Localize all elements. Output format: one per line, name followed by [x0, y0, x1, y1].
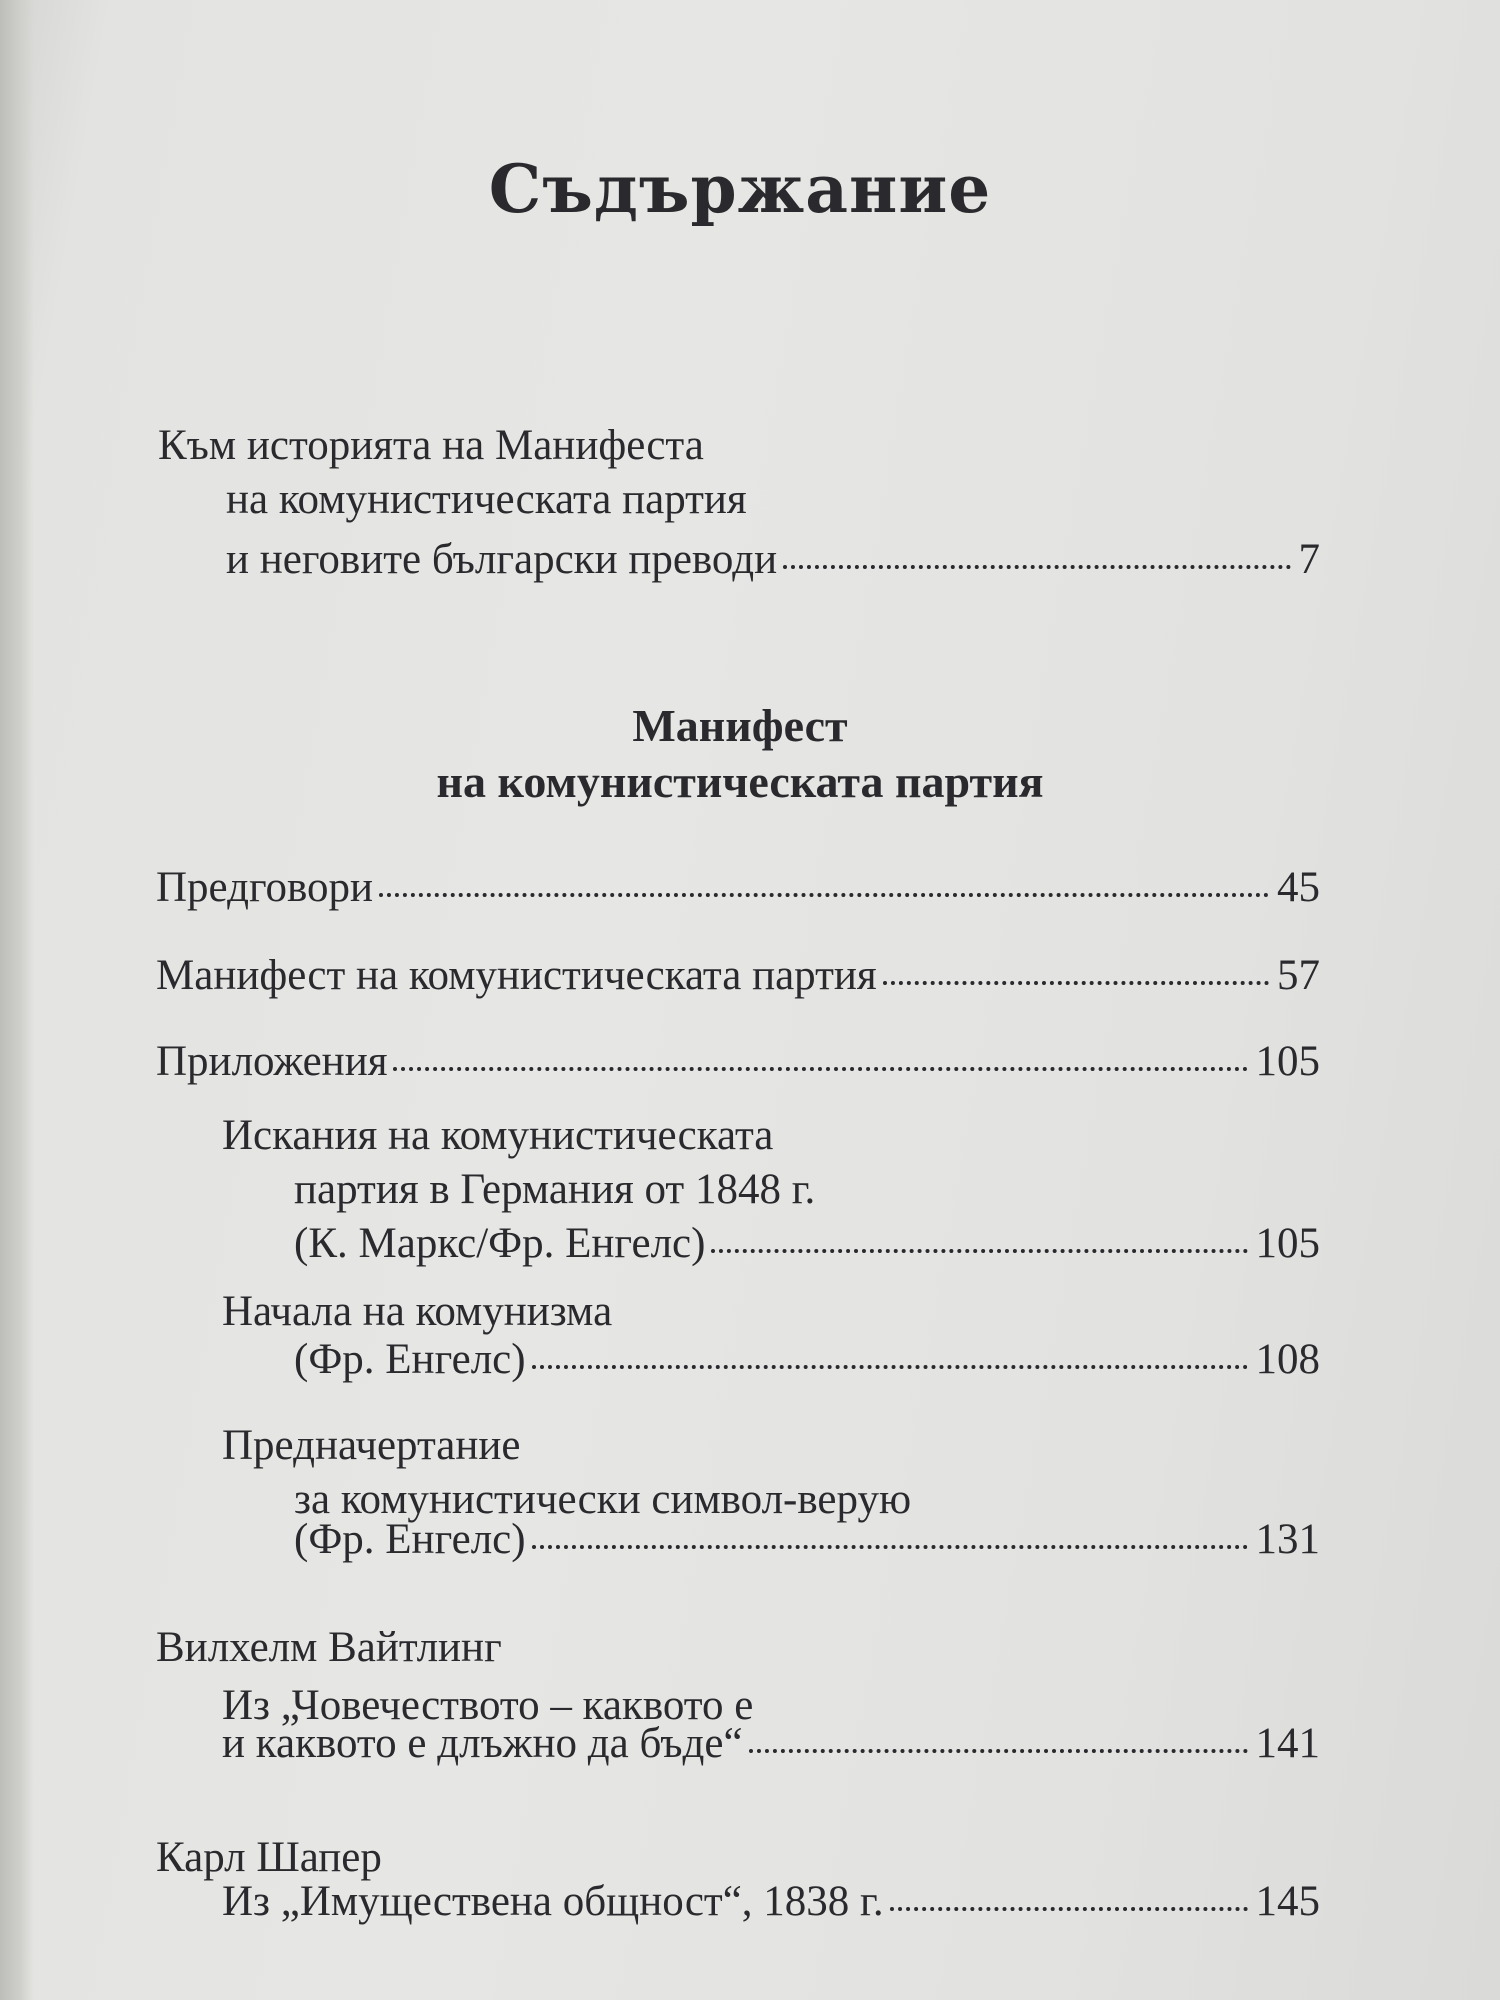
sub-entry-iskania-line-1: Искания на комунистическата [222, 1112, 774, 1159]
sub-entry-iskania[interactable] [294, 1218, 1320, 1270]
author-weitling-work-line-1: Из „Човечеството – каквото е [222, 1682, 754, 1729]
toc-entry-text: и каквото е длъжно да бъде“ [222, 1720, 743, 1767]
page-number: 141 [1255, 1720, 1320, 1767]
toc-entry-predgovori[interactable] [156, 862, 1320, 914]
dot-leader [532, 1365, 1248, 1369]
toc-entry-manifest[interactable] [156, 950, 1320, 1002]
dot-leader [749, 1749, 1248, 1753]
page-number: 45 [1277, 864, 1320, 911]
toc-entry-text: (К. Маркс/Фр. Енгелс) [294, 1220, 706, 1267]
dot-leader [783, 565, 1290, 569]
dot-leader [883, 981, 1269, 985]
toc-entry-text: Манифест на комунистическата партия [156, 952, 877, 999]
intro-entry-line-3[interactable] [226, 534, 1320, 586]
author-schapper-entry[interactable] [222, 1876, 1320, 1928]
toc-entry-text: Приложения [156, 1038, 388, 1085]
sub-entry-iskania-line-2: партия в Германия от 1848 г. [294, 1166, 816, 1213]
sub-entry-prednachertanie-line-2: за комунистически символ-верую [294, 1476, 912, 1523]
toc-entry-prilozhenia[interactable] [156, 1036, 1320, 1088]
page-number: 108 [1255, 1336, 1320, 1383]
toc-entry-text: (Фр. Енгелс) [294, 1336, 526, 1383]
sub-entry-nachala[interactable] [294, 1334, 1320, 1386]
sub-entry-nachala-line-1: Начала на комунизма [222, 1288, 613, 1335]
dot-leader [890, 1907, 1248, 1911]
page-number: 57 [1277, 952, 1320, 999]
page-number: 145 [1255, 1878, 1320, 1925]
page-title: Съдържание [488, 150, 992, 228]
sub-entry-prednachertanie[interactable] [294, 1514, 1320, 1566]
author-schapper: Карл Шапер [156, 1834, 382, 1881]
toc-entry-text: Из „Имуществена общност“, 1838 г. [222, 1878, 884, 1925]
author-weitling-entry[interactable] [222, 1718, 1320, 1770]
page-binding-shadow [0, 0, 34, 2000]
author-weitling: Вилхелм Вайтлинг [156, 1624, 502, 1671]
toc-entry-text: Предговори [156, 864, 374, 911]
section-heading-line-1: Манифест [632, 700, 848, 751]
intro-entry-text: и неговите български преводи [226, 536, 778, 583]
dot-leader [711, 1249, 1247, 1253]
dot-leader [532, 1545, 1248, 1549]
page-number: 7 [1298, 536, 1320, 583]
page-number: 105 [1255, 1038, 1320, 1085]
sub-entry-prednachertanie-line-1: Предначертание [222, 1422, 521, 1469]
dot-leader [379, 893, 1269, 897]
dot-leader [393, 1067, 1247, 1071]
section-heading-line-2: на комунистическата партия [436, 756, 1044, 807]
page-number: 131 [1255, 1516, 1320, 1563]
intro-entry-line-2: на комунистическата партия [226, 476, 747, 523]
toc-entry-text: (Фр. Енгелс) [294, 1516, 526, 1563]
intro-entry-line-1: Към историята на Манифеста [158, 422, 704, 469]
page-number: 105 [1255, 1220, 1320, 1267]
